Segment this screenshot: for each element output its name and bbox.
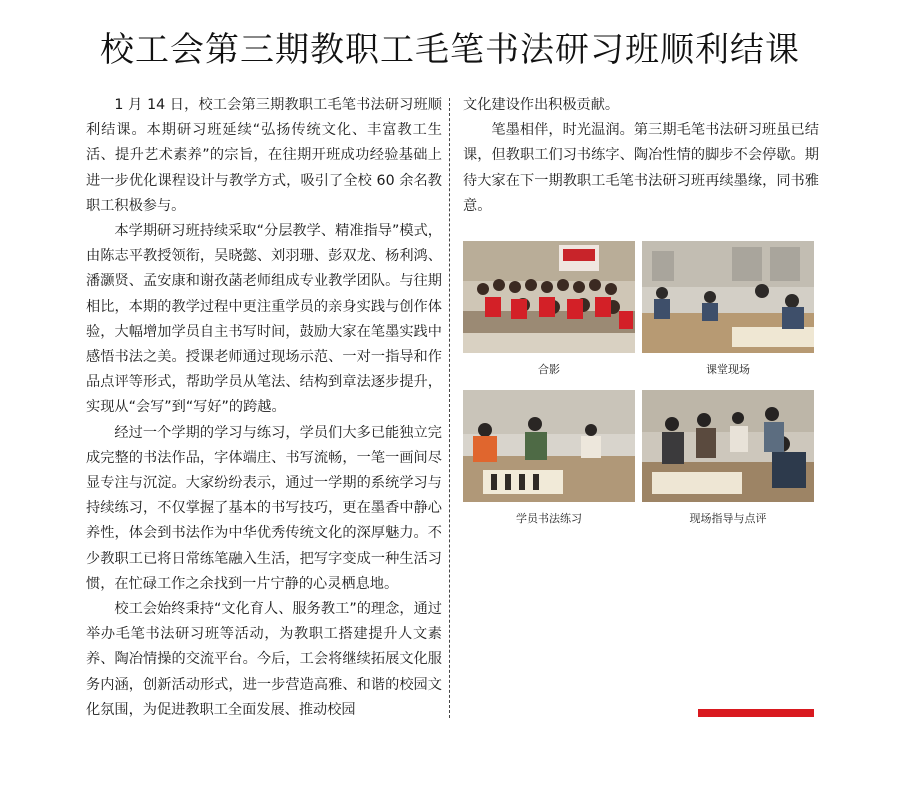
photo-caption-guidance-review: 现场指导与点评: [689, 512, 767, 525]
paragraph-4: 校工会始终秉持“文化育人、服务教工”的理念，通过举办毛笔书法研习班等活动，为教职工搭建提升人文素养、陶冶情操的交流平台。今后，工会将继续拓展文化服务内涵，创新活动形式，进一步营造高雅、和谐的校园文化氛围，为促进教职工全面发展、推动校园: [86, 601, 442, 718]
photo-caption-classroom: 课堂现场: [706, 363, 750, 376]
photo-guidance-review: [642, 390, 814, 502]
article-left-column: [86, 93, 442, 723]
photo-caption-group: 合影: [538, 363, 560, 376]
paragraph-3: 经过一个学期的学习与练习，学员们大多已能独立完成完整的书法作品，字体端庄、书写流畅，一笔一画间尽显专注与沉淀。大家纷纷表示，通过一学期的系统学习与持续练习，不仅掌握了基本的书写技巧，更在墨香中静心养性，体会到书法作为中华优秀传统文化的深厚魅力。不少教职工已将日常练笔融入生活，把写字变成一种生活习惯，在忙碌工作之余找到一片宁静的心灵栖息地。: [86, 424, 442, 592]
paragraph-continuation: 文化建设作出积极贡献。: [463, 97, 620, 113]
paragraph-1: 1 月 14 日，校工会第三期教职工毛笔书法研习班顺利结课。本期研习班延续“弘扬传统文化、丰富教工生活、提升艺术素养”的宗旨，在往期开班成功经验基础上进一步优化课程设计与教学方式，吸引了全校 60 余名教职工积极参与。: [86, 97, 442, 214]
accent-bar: [698, 709, 814, 717]
paragraph-2: 本学期研习班持续采取“分层教学、精准指导”模式，由陈志平教授领衔，吴晓懿、刘羽珊、彭双龙、杨利鸿、潘灏贤、孟安康和谢孜菡老师组成专业教学团队。与往期相比，本期的教学过程中更注重学员的亲身实践与创作体验，大幅增加学员自主书写时间，鼓励大家在笔墨实践中感悟书法之美。授课老师通过现场示范、一对一指导和作品点评等形式，帮助学员从笔法、结构到章法逐步提升，实现从“会写”到“写好”的跨越。: [86, 223, 442, 416]
photo-caption-student-practice: 学员书法练习: [516, 512, 582, 525]
paragraph-5: 笔墨相伴，时光温润。第三期毛笔书法研习班虽已结课，但教职工们习书练字、陶冶性情的脚步不会停歇。期待大家在下一期教职工毛笔书法研习班再续墨缘，同书雅意。: [463, 122, 819, 214]
page-title: 校工会第三期教职工毛笔书法研习班顺利结课: [100, 30, 800, 70]
photo-student-practice: [463, 390, 635, 502]
column-divider: [449, 98, 450, 718]
photo-group: [463, 241, 635, 353]
article-right-column: [463, 93, 819, 219]
photo-classroom: [642, 241, 814, 353]
